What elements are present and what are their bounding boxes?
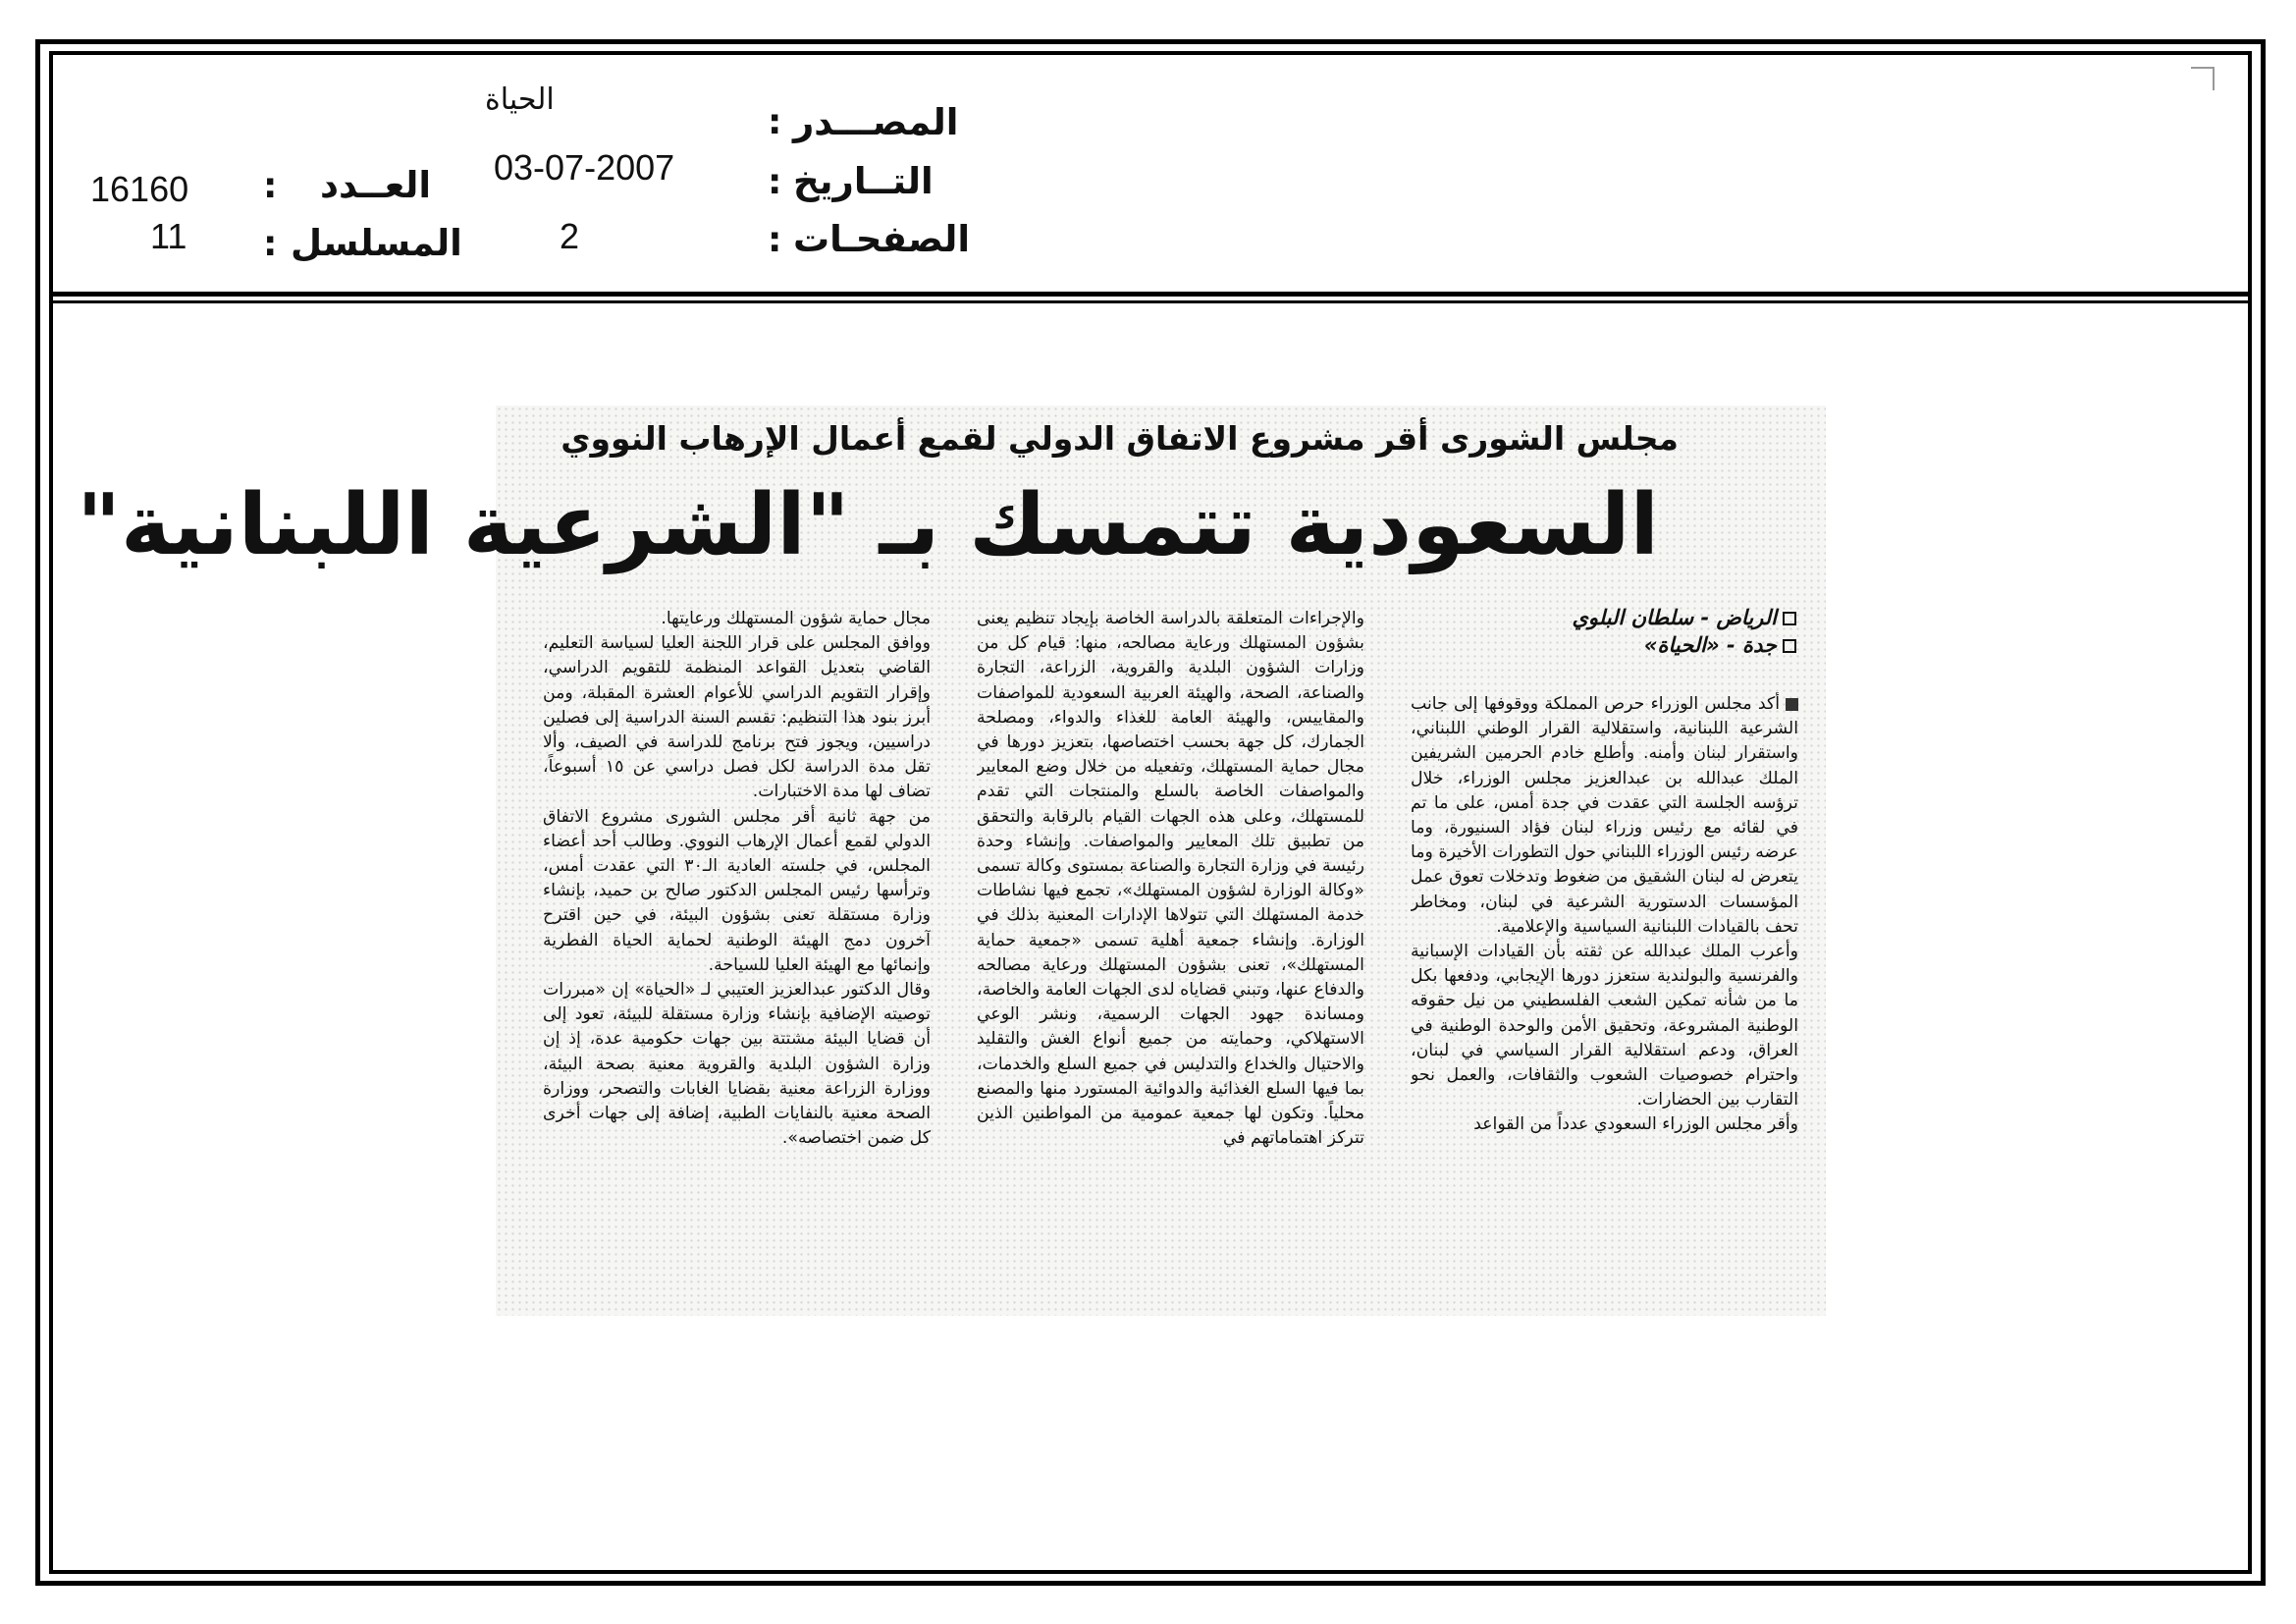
col1-paragraph-3: وأقر مجلس الوزراء السعودي عدداً من القواعد: [1473, 1114, 1798, 1135]
source-colon: :: [768, 102, 782, 142]
source-value: الحياة: [485, 82, 555, 117]
col3-paragraph-1: مجال حماية شؤون المستهلك ورعايتها.: [661, 609, 931, 628]
col2-paragraph-1: والإجراءات المتعلقة بالدراسة الخاصة بإيجاد تنظيم يعنى بشؤون المستهلك ورعاية مصالحه، منها: قيام كل من وزارات الشؤون البلدية والقروية، الزراعة، التجارة والصناعة، الصحة، والهيئة العربية السعودية للمواصفات والمقاييس، والهيئة العامة للغذاء والدواء، ومصلحة الجمارك، كل جهة بحسب اختصاصها، بتعزيز دورها في مجال حماية المستهلك، وتفعيله من خلال وضع المعايير والمواصفات الخاصة بالسلع والمنتجات التي تقدم للمستهلك، وعلى هذه الجهات القيام بالرقابة والتحقق من تطبيق تلك المعايير والمواصفات. وإنشاء وحدة رئيسة في وزارة التجارة والصناعة بمستوى وكالة تسمى «وكالة الوزارة لشؤون المستهلك»، تجمع فيها نشاطات خدمة المستهلك التي تتولاها الإدارات المعنية بذلك في الوزارة. وإنشاء جمعية أهلية تسمى «جمعية حماية المستهلك»، تعنى بشؤون المستهلك ورعاية مصالحه والدفاع عنها، وتبني قضاياه لدى الجهات العامة والخاصة، ومساندة جهود الجهات الرسمية، ونشر الوعي الاستهلاكي، وحمايته من جميع أنواع الغش والتقليد والاحتيال والخداع والتدليس في جميع السلع والخدمات، بما فيها السلع الغذائية والدوائية المستورد منها والمصنع محلياً. وتكون لها جمعية عمومية من المواطنين الذين تتركز اهتماماتهم في: [977, 609, 1364, 1149]
serial-value: 11: [150, 216, 187, 256]
pages-label: الصفحـات: [793, 218, 971, 260]
serial-colon: :: [263, 224, 278, 264]
byline-riyadh-text: الرياض - سلطان البلوي: [1572, 606, 1777, 629]
byline-box-icon: [1783, 612, 1796, 625]
article-column-1: [1411, 692, 1798, 1301]
col1-paragraph-1: أكد مجلس الوزراء حرص المملكة ووقوفها إلى جانب الشرعية اللبنانية، واستقلالية القرار الوطني اللبناني، واستقرار لبنان وأمنه. وأطلع خادم الحرمين الشريفين الملك عبدالله بن عبدالعزيز مجلس الوزراء، خلال ترؤسه الجلسة التي عقدت في جدة أمس، على ما تم في لقائه مع رئيس وزراء لبنان فؤاد السنيورة، وما عرضه رئيس الوزراء اللبناني حول التطورات الأخيرة وما يتعرض له لبنان الشقيق من ضغوط وتدخلات تعوق عمل المؤسسات الدستورية الشرعية في لبنان، ومخاطر تحف بالقيادات اللبنانية السياسية والإعلامية.: [1411, 694, 1798, 937]
serial-label: المسلسل: [291, 222, 462, 264]
byline-jeddah-text: جدة - «الحياة»: [1643, 633, 1777, 657]
date-colon: :: [768, 162, 782, 202]
square-bullet-icon: [1786, 698, 1798, 711]
scan-corner-mark: [2191, 67, 2215, 90]
date-label: التــاريخ: [793, 160, 934, 202]
pages-value: 2: [560, 216, 580, 256]
source-label: المصـــدر: [793, 101, 959, 143]
article-column-2: [977, 607, 1364, 1299]
byline-jeddah: [1644, 633, 1796, 657]
article-headline: السعودية تتمسك بـ "الشرعية اللبنانية": [77, 476, 1659, 574]
issue-value: 16160: [90, 169, 189, 209]
article-kicker: مجلس الشورى أقر مشروع الاتفاق الدولي لقمع أعمال الإرهاب النووي: [561, 419, 1679, 458]
article-paragraph: [1411, 692, 1798, 940]
pages-colon: :: [768, 220, 782, 260]
col3-paragraph-4: وقال الدكتور عبدالعزيز العتيبي لـ «الحياة» إن «مبررات توصيته الإضافية بإنشاء وزارة مستقلة للبيئة، تعود إلى أن قضايا البيئة مشتتة بين جهات حكومية عدة، إذ إن وزارة الشؤون البلدية والقروية معنية بصحة البيئة، ووزارة الزراعة معنية بقضايا الغابات والتصحر، ووزارة الصحة معنية بالنفايات الطبية، إضافة إلى جهات أخرى كل ضمن اختصاصه».: [543, 980, 931, 1149]
byline-box-icon: [1783, 639, 1796, 653]
header-divider-bottom: [49, 300, 2252, 303]
article-column-3: [543, 607, 931, 1299]
issue-label: العــدد: [320, 164, 432, 206]
header-divider-top: [49, 292, 2252, 297]
issue-colon: :: [263, 166, 278, 206]
col3-paragraph-2: ووافق المجلس على قرار اللجنة العليا لسياسة التعليم، القاضي بتعديل القواعد المنظمة للتقويم الدراسي، وإقرار التقويم الدراسي للأعوام العشرة المقبلة، ومن أبرز بنود هذا التنظيم: تقسم السنة الدراسية إلى فصلين دراسيين، ويجوز فتح برنامج للدراسة في الصيف، وألا تقل مدة الدراسة لكل فصل دراسي عن ١٥ أسبوعاً، تضاف لها مدة الاختبارات.: [543, 633, 931, 802]
newspaper-clipping: [77, 406, 1826, 1316]
col3-paragraph-3: من جهة ثانية أقر مجلس الشورى مشروع الاتفاق الدولي لقمع أعمال الإرهاب النووي. وطالب أحد أعضاء المجلس، في جلسته العادية الـ٣٠ التي عقدت أمس، وترأسها رئيس المجلس الدكتور صالح بن حميد، بإنشاء وزارة مستقلة تعنى بشؤون البيئة، في حين اقترح آخرون دمج الهيئة الوطنية لحماية الحياة الفطرية وإنمائها مع الهيئة العليا للسياحة.: [543, 806, 931, 975]
byline-riyadh: [1572, 606, 1796, 629]
col1-paragraph-2: وأعرب الملك عبدالله عن ثقته بأن القيادات الإسبانية والفرنسية والبولندية ستعزز دورها الإيجابي، ودفعها بكل ما من شأنه تمكين الشعب الفلسطيني من نيل حقوقه الوطنية المشروعة، وتحقيق الأمن والوحدة الوطنية في العراق، ودعم استقلالية القرار السياسي في لبنان، واحترام خصوصيات الشعوب والثقافات، والعمل نحو التقارب بين الحضارات.: [1411, 942, 1798, 1110]
date-value: 03-07-2007: [494, 147, 675, 188]
